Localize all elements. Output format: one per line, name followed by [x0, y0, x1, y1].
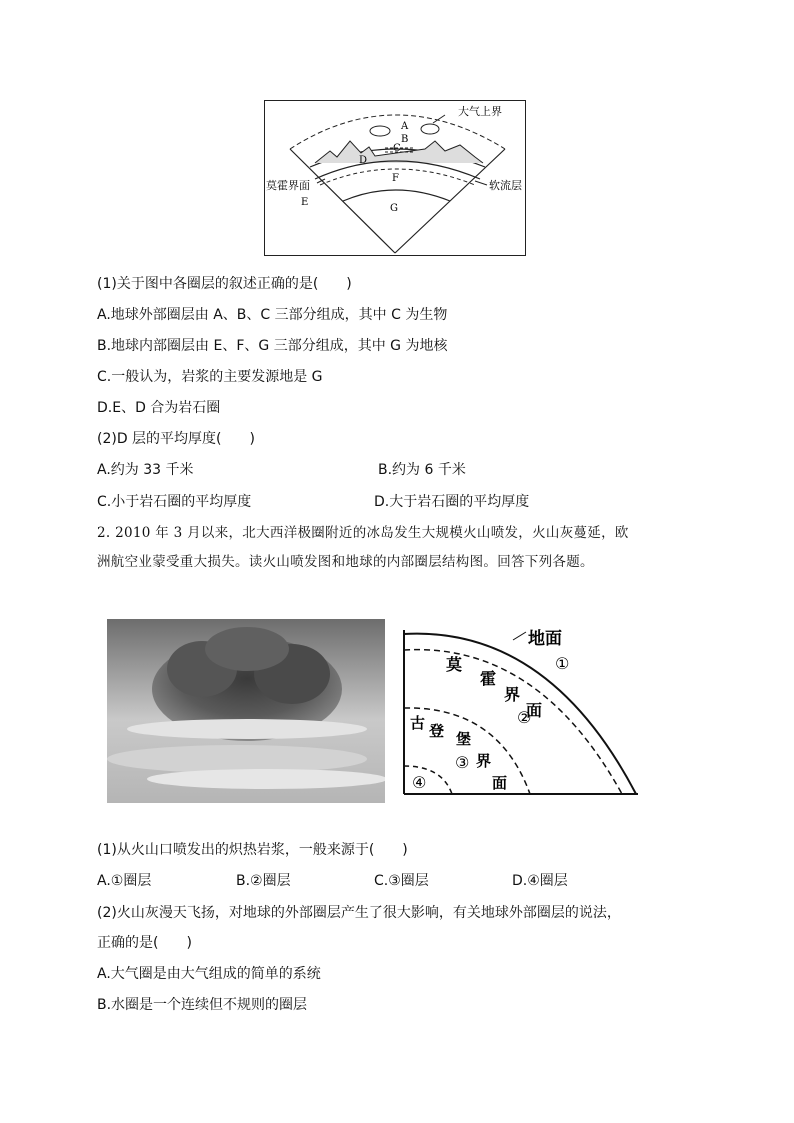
q2-sub1-option-d[interactable]: D.④圈层	[512, 873, 568, 889]
label-asthenosphere: 软流层	[489, 179, 522, 192]
label-moho-3: 界	[504, 685, 521, 704]
volcano-eruption-photo	[107, 619, 385, 803]
q1-sub2-option-c[interactable]: C.小于岩石圈的平均厚度	[97, 494, 252, 510]
q1-option-c[interactable]: C.一般认为，岩浆的主要发源地是 G	[97, 369, 323, 385]
label-circle-3: ③	[455, 753, 470, 772]
label-gutenberg-2: 登	[429, 722, 445, 740]
label-ground: 地面	[528, 629, 562, 649]
q1-sub2-stem: (2)D 层的平均厚度( )	[97, 431, 255, 447]
label-gutenberg-1: 古	[410, 714, 426, 732]
q2-stem-line2: 洲航空业蒙受重大损失。读火山喷发图和地球的内部圈层结构图。回答下列各题。	[97, 554, 594, 570]
label-gutenberg-4: 界	[476, 752, 492, 770]
q2-stem-line1: 2. 2010 年 3 月以来，北大西洋极圈附近的冰岛发生大规模火山喷发，火山灰蔓延，欧	[97, 525, 629, 541]
q1-sub2-option-b[interactable]: B.约为 6 千米	[378, 462, 466, 478]
q1-option-b[interactable]: B.地球内部圈层由 E、F、G 三部分组成，其中 G 为地核	[97, 338, 448, 354]
q2-sub1-option-a[interactable]: A.①圈层	[97, 873, 152, 889]
q2-sub2-stem-line2: 正确的是( )	[97, 935, 192, 951]
label-circle-1: ①	[555, 654, 570, 673]
label-top-boundary: 大气上界	[458, 105, 502, 118]
q1-sub2-option-a[interactable]: A.约为 33 千米	[97, 462, 194, 478]
q1-sub1-stem: (1)关于图中各圈层的叙述正确的是( )	[97, 276, 352, 292]
label-moho-2: 霍	[480, 669, 497, 688]
label-moho-1: 莫	[446, 655, 463, 674]
label-D: D	[359, 155, 368, 166]
q2-sub2-option-a[interactable]: A.大气圈是由大气组成的简单的系统	[97, 966, 321, 982]
q2-sub2-option-b[interactable]: B.水圈是一个连续但不规则的圈层	[97, 997, 308, 1013]
label-circle-4: ④	[412, 773, 427, 792]
label-gutenberg-3: 堡	[456, 730, 472, 748]
q2-sub1-option-c[interactable]: C.③圈层	[374, 873, 429, 889]
label-A: A	[401, 121, 409, 132]
q2-sub1-stem: (1)从火山口喷发出的炽热岩浆，一般来源于( )	[97, 842, 408, 858]
label-G: G	[390, 203, 398, 214]
label-B: B	[401, 134, 409, 145]
q2-sub1-option-b[interactable]: B.②圈层	[236, 873, 291, 889]
q1-option-a[interactable]: A.地球外部圈层由 A、B、C 三部分组成，其中 C 为生物	[97, 307, 448, 323]
label-moho: 莫霍界面	[266, 179, 310, 192]
label-gutenberg-5: 面	[492, 774, 508, 792]
earth-interior-diagram	[398, 628, 642, 798]
q2-sub2-stem-line1: (2)火山灰漫天飞扬，对地球的外部圈层产生了很大影响，有关地球外部圈层的说法，	[97, 905, 621, 921]
label-F: F	[392, 173, 399, 184]
label-E: E	[301, 197, 309, 208]
q1-option-d[interactable]: D.E、D 合为岩石圈	[97, 400, 221, 416]
q1-sub2-option-d[interactable]: D.大于岩石圈的平均厚度	[374, 494, 530, 510]
label-C: C	[393, 143, 401, 154]
label-circle-2: ②	[517, 708, 532, 727]
label-moho-4: 面	[526, 701, 543, 720]
earth-layers-diagram	[264, 100, 526, 256]
